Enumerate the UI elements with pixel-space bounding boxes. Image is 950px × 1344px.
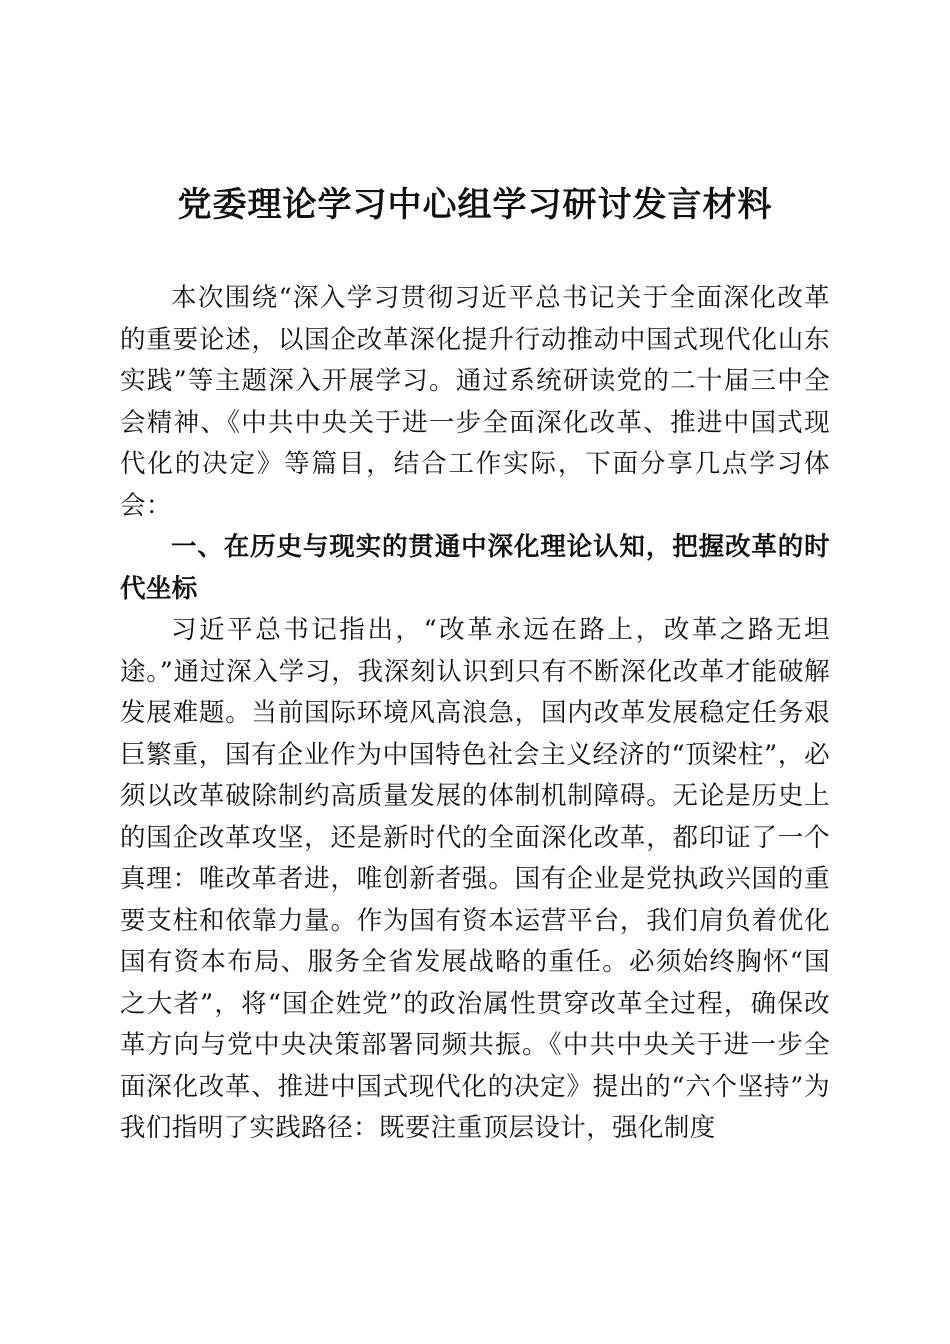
section-paragraph: 习近平总书记指出，“改革永远在路上，改革之路无坦途。”通过深入学习，我深刻认识到只有不断深化改革才能破解发展难题。当前国际环境风高浪急，国内改革发展稳定任务艰巨繁重，国有企业作为中国特色社会主义经济的“顶梁柱”，必须以改革破除制约高质量发展的体制机制障碍。无论是历史上的国企改革攻坚，还是新时代的全面深化改革，都印证了一个真理：唯改革者进，唯创新者强。国有企业是党执政兴国的重要支柱和依靠力量。作为国有资本运营平台，我们肩负着优化国有资本布局、服务全省发展战略的重任。必须始终胸怀“国之大者”，将“国企姓党”的政治属性贯穿改革全过程，确保改革方向与党中央决策部署同频共振。《中共中央关于进一步全面深化改革、推进中国式现代化的决定》提出的“六个坚持”为我们指明了实践路径：既要注重顶层设计，强化制度: [120, 615, 830, 1143]
document-body: [120, 278, 830, 1150]
intro-paragraph: 本次围绕“深入学习贯彻习近平总书记关于全面深化改革的重要论述，以国企改革深化提升行动推动中国式现代化山东实践”等主题深入开展学习。通过系统研读党的二十届三中全会精神、《中共中央关于进一步全面深化改革、推进中国式现代化的决定》等篇目，结合工作实际，下面分享几点学习体会：: [120, 283, 830, 521]
document-title: 党委理论学习中心组学习研讨发言材料: [177, 185, 773, 225]
section-heading: 一、在历史与现实的贯通中深化理论认知，把握改革的时代坐标: [120, 532, 830, 604]
